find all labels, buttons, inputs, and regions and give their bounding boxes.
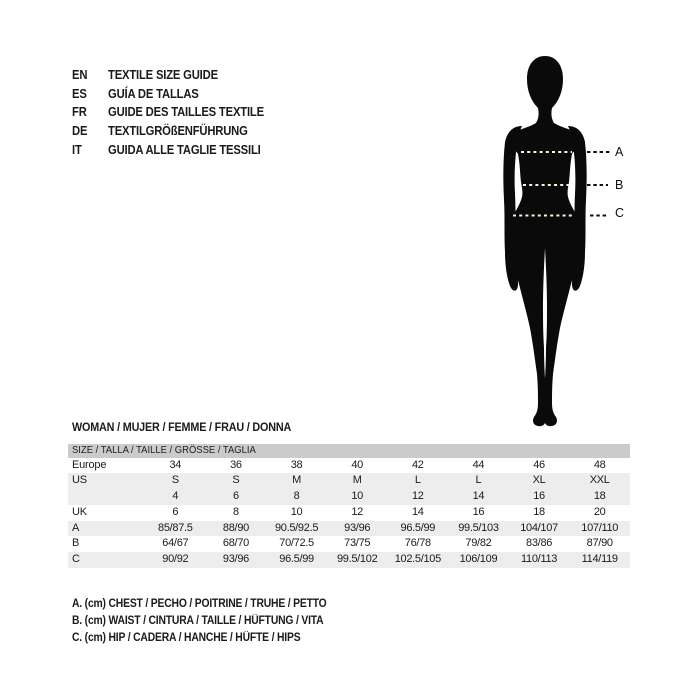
size-cell: 96.5/99 <box>279 553 314 566</box>
language-code <box>72 68 108 82</box>
language-title <box>108 105 281 119</box>
language-code <box>72 143 108 157</box>
size-cell: 85/87.5 <box>158 521 193 534</box>
size-cell: 106/109 <box>459 553 498 566</box>
language-title-text: GUIDE DES TAILLES TEXTILE <box>108 105 264 120</box>
size-cell: 34 <box>169 458 182 471</box>
size-cell: L <box>414 474 421 487</box>
size-cell: 107/110 <box>581 521 619 534</box>
language-code-text: DE <box>72 124 88 139</box>
size-table-body <box>68 458 630 569</box>
note-line <box>72 596 355 613</box>
language-title-text: GUIDA ALLE TAGLIE TESSILI <box>108 142 261 157</box>
row-label: US <box>72 474 87 487</box>
size-cell: 104/107 <box>520 521 558 534</box>
size-cell: 93/96 <box>344 521 371 534</box>
size-cell: 20 <box>593 505 606 518</box>
measurement-notes <box>72 596 355 647</box>
section-title-text: WOMAN / MUJER / FEMME / FRAU / DONNA <box>72 420 292 434</box>
language-list <box>72 66 281 159</box>
size-cell: 18 <box>593 490 606 503</box>
row-label: UK <box>72 505 87 518</box>
language-code-text: EN <box>72 68 88 83</box>
table-row <box>68 536 630 552</box>
size-cell: S <box>171 474 179 487</box>
woman-body-silhouette <box>506 56 584 426</box>
size-table-header-text: SIZE / TALLA / TAILLE / GRÖSSE / TAGLIA <box>72 444 256 456</box>
size-cell: L <box>475 474 482 487</box>
language-row <box>72 103 281 122</box>
woman-figure <box>465 50 645 450</box>
size-cell: 93/96 <box>222 553 249 566</box>
size-cell: 70/72.5 <box>279 537 314 550</box>
language-title <box>108 143 278 157</box>
size-cell: 4 <box>172 490 179 503</box>
size-cell: XL <box>532 474 546 487</box>
note-line-text: B. (cm) WAIST / CINTURA / TAILLE / HÜFTUNG / VITA <box>72 615 324 627</box>
size-cell: 99.5/103 <box>458 521 499 534</box>
measure-label-b: B <box>615 177 624 192</box>
size-cell: 83/86 <box>526 537 553 550</box>
table-row <box>68 521 630 537</box>
language-code <box>72 124 108 138</box>
size-cell: 46 <box>533 458 545 471</box>
row-label: C <box>72 553 80 566</box>
section-title <box>72 420 315 434</box>
measure-label-a: A <box>615 145 624 159</box>
language-title-text: TEXTILE SIZE GUIDE <box>108 68 218 83</box>
size-cell: 110/113 <box>521 553 558 566</box>
size-table-header <box>68 444 630 458</box>
size-cell: 88/90 <box>222 521 249 534</box>
size-cell: 44 <box>472 458 485 471</box>
size-cell: M <box>292 474 301 487</box>
language-code <box>72 87 108 101</box>
language-code-text: FR <box>72 105 87 120</box>
size-cell: 96.5/99 <box>400 521 436 534</box>
size-cell: 36 <box>230 458 242 471</box>
language-title <box>108 87 209 101</box>
size-cell: M <box>352 474 362 487</box>
size-cell: 6 <box>233 490 239 503</box>
size-cell: 68/70 <box>222 537 249 550</box>
size-cell: 8 <box>293 490 300 503</box>
size-cell: 18 <box>533 505 545 518</box>
size-cell: 87/90 <box>586 537 613 550</box>
row-label: Europe <box>72 458 107 471</box>
language-row <box>72 66 281 85</box>
language-title <box>108 124 263 138</box>
language-title-text: GUÍA DE TALLAS <box>108 86 199 101</box>
table-row <box>68 552 630 568</box>
size-cell: 90/92 <box>162 553 189 566</box>
language-row <box>72 140 281 159</box>
language-code-text: IT <box>72 142 82 157</box>
note-line <box>72 630 355 647</box>
size-cell: 14 <box>472 490 485 503</box>
note-line <box>72 613 355 630</box>
size-cell: 6 <box>172 505 179 518</box>
table-row <box>68 489 630 505</box>
size-cell: 12 <box>411 490 424 503</box>
note-line-text: C. (cm) HIP / CADERA / HANCHE / HÜFTE / HIPS <box>72 632 301 644</box>
size-cell: S <box>232 474 240 487</box>
size-cell: 14 <box>411 505 424 518</box>
language-code <box>72 105 108 119</box>
size-cell: 76/78 <box>404 537 431 550</box>
size-cell: 16 <box>533 490 545 503</box>
language-title-text: TEXTILGRÖßENFÜHRUNG <box>108 124 248 139</box>
size-cell: 79/82 <box>465 537 492 550</box>
size-cell: 42 <box>411 458 424 471</box>
note-line-text: A. (cm) CHEST / PECHO / POITRINE / TRUHE / PETTO <box>72 598 327 610</box>
size-cell: 12 <box>351 505 363 518</box>
size-cell: 40 <box>351 458 363 471</box>
size-cell: 16 <box>472 505 485 518</box>
language-row <box>72 85 281 104</box>
size-cell: 114/119 <box>581 553 618 566</box>
table-row <box>68 505 630 521</box>
size-cell: 48 <box>593 458 606 471</box>
row-label: A <box>72 521 80 534</box>
size-cell: 8 <box>233 505 239 518</box>
table-row <box>68 473 630 489</box>
size-cell: 73/75 <box>344 537 371 550</box>
size-cell: 102.5/105 <box>394 553 441 566</box>
row-label <box>68 489 145 505</box>
table-row <box>68 458 630 474</box>
woman-silhouette-svg <box>465 50 645 450</box>
language-code-text: ES <box>72 86 87 101</box>
size-table <box>68 444 630 568</box>
size-cell: 64/67 <box>162 537 189 550</box>
size-cell: 90.5/92.5 <box>274 521 319 534</box>
row-label: B <box>72 537 80 550</box>
size-cell: 99.5/102 <box>336 553 378 566</box>
language-title <box>108 68 230 82</box>
size-cell: 10 <box>351 490 363 503</box>
size-cell: XXL <box>589 474 610 487</box>
size-cell: 38 <box>290 458 303 471</box>
size-cell: 10 <box>290 505 303 518</box>
language-row <box>72 122 281 141</box>
measure-label-c: C <box>615 206 625 220</box>
